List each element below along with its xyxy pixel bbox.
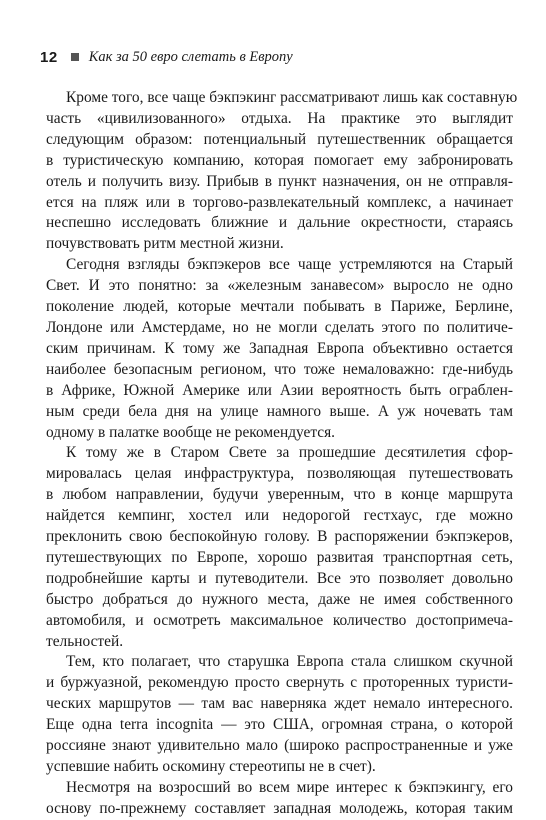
text-line: россияне знают удивительно мало (широко распространенные и уже (46, 737, 513, 755)
text-line: ским причинам. К тому же Западная Европа объективно остается (46, 339, 513, 357)
text-line: успевшие набить оскомину стереотипы не в счет). (46, 758, 376, 775)
text-line: Лондоне или Амстердаме, но не могли сделать этого по политиче- (46, 318, 513, 336)
text-line: найдется кемпинг, хостел или недорогой гестхаус, где можно (46, 507, 513, 525)
text-line: преклонить свою беспокойную голову. В распоряжении бэкпэкеров, (46, 528, 513, 546)
text-line: наиболее безопасным регионом, что тоже немаловажно: где-нибудь (46, 360, 513, 378)
text-line: ется на пляж или в торгово-развлекательный комплекс, а начинает (46, 193, 513, 211)
body-text (46, 88, 518, 820)
text-line: ным среди бела дня на улице намного выше. А уж ночевать там (46, 402, 513, 420)
text-line: быстро добраться до нужного места, даже не имея собственного (46, 590, 513, 608)
text-line: автомобиля, и осмотреть максимальное количество достопримеча- (46, 611, 513, 629)
text-line: подробнейшие карты и путеводители. Все это позволяет довольно (46, 569, 513, 587)
text-line: основу по-прежнему составляет западная молодежь, которая таким (46, 799, 513, 817)
text-line: ческих маршрутов — там вас наверняка ждет немало интересного. (46, 695, 513, 713)
text-line: в любом направлении, будучи уверенным, что в конце маршрута (46, 486, 513, 504)
text-line: отель и получить визу. Прибыв в пункт назначения, он не отправля- (46, 172, 513, 190)
text-line: путешествующих по Европе, хорошо развитая транспортная сеть, (46, 548, 513, 566)
paragraph (46, 255, 513, 443)
text-line: и буржуазной, рекомендую просто свернуть с проторенных туристи- (46, 674, 513, 692)
square-bullet-icon (71, 53, 79, 61)
text-line: часть «цивилизованного» отдыха. На практике это выглядит (46, 109, 513, 127)
text-line: Сегодня взгляды бэкпэкеров все чаще устремляются на Старый (66, 256, 513, 274)
text-line: Кроме того, все чаще бэкпэкинг рассматривают лишь как составную (66, 89, 518, 106)
text-line: в Африке, Южной Америке или Азии вероятность быть ограблен- (46, 381, 513, 399)
text-line: Тем, кто полагает, что старушка Европа стала слишком скучной (66, 653, 513, 671)
running-title: Как за 50 евро слетать в Европу (88, 48, 293, 65)
text-line: следующим образом: потенциальный путешественник обращается (46, 130, 513, 148)
text-line: поколение людей, которые мечтали побывать в Париже, Берлине, (46, 298, 513, 316)
paragraph (46, 88, 518, 255)
text-line: одному в палатке вообще не рекомендуется. (46, 423, 336, 441)
paragraph (46, 652, 513, 777)
text-line: в туристическую компанию, которая помогает ему забронировать (46, 151, 513, 169)
text-line: мировалась целая инфраструктура, позволяющая путешествовать (46, 465, 513, 483)
page-header (40, 46, 293, 68)
page-number: 12 (40, 48, 58, 66)
text-line: Несмотря на возросший во всем мире интерес к бэкпэкингу, его (66, 778, 513, 796)
text-line: К тому же в Старом Свете за прошедшие десятилетия сфор- (66, 444, 513, 462)
paragraph (46, 443, 513, 652)
text-line: неспешно исследовать ближние и дальние окрестности, стараясь (46, 214, 513, 232)
text-line: тельностей. (46, 632, 124, 650)
text-line: Еще одна terra incognita — это США, огромная страна, о которой (46, 716, 513, 734)
text-line: Свет. И это понятно: за «железным занавесом» выросло не одно (46, 277, 513, 295)
text-line: почувствовать ритм местной жизни. (46, 235, 284, 253)
paragraph (46, 778, 513, 820)
